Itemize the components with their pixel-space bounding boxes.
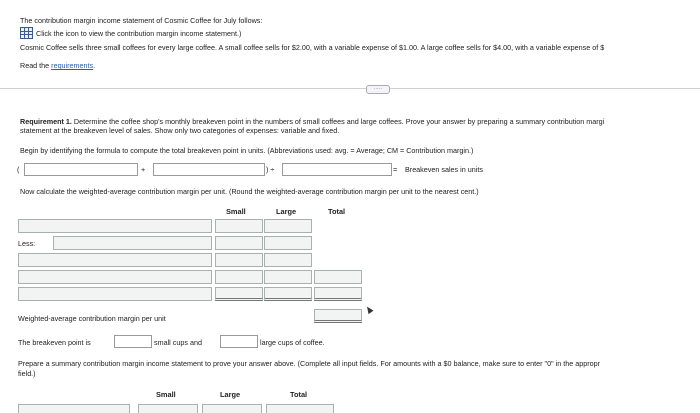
prepare-col-total: Total — [290, 390, 308, 399]
breakeven-small-input[interactable] — [114, 335, 152, 348]
formula-open-paren: ( — [17, 165, 20, 174]
mouse-pointer-icon — [365, 305, 374, 314]
formula-input-1[interactable] — [24, 163, 138, 176]
wacm-row2-label-input[interactable] — [53, 236, 212, 250]
formula-plus: + — [141, 165, 146, 174]
formula-equals: = — [393, 165, 398, 174]
prepare-col-large: Large — [220, 390, 241, 399]
breakeven-small-suffix: small cups and — [154, 338, 202, 347]
icon-instruction: Click the icon to view the contribution margin income statement.) — [36, 29, 242, 38]
wacm-col-total: Total — [328, 207, 346, 216]
wacm-weighted-total-input[interactable] — [314, 309, 362, 323]
breakeven-large-input[interactable] — [220, 335, 258, 348]
breakeven-large-suffix: large cups of coffee. — [260, 338, 325, 347]
wacm-row1-large-input[interactable] — [264, 219, 312, 233]
wacm-weighted-label: Weighted-average contribution margin per unit — [18, 314, 166, 323]
breakeven-prefix: The breakeven point is — [18, 338, 91, 347]
intro-line-1: The contribution margin income statement of Cosmic Coffee for July follows: — [20, 16, 263, 25]
wacm-col-large: Large — [276, 207, 297, 216]
read-requirements — [20, 61, 95, 70]
divider-handle[interactable]: ····· — [366, 85, 390, 94]
read-prefix: Read the — [20, 61, 52, 70]
requirement-line-1 — [20, 117, 604, 126]
wacm-row1-small-input[interactable] — [215, 219, 263, 233]
wacm-row4-large-input[interactable] — [264, 270, 312, 284]
prepare-line-1: Prepare a summary contribution margin income statement to prove your answer above. (Complete all input fields. For amounts with a $0 balance, make sure to enter "0" in the appropr — [18, 359, 600, 368]
read-suffix: . — [93, 61, 96, 70]
wacm-row2-small-input[interactable] — [215, 236, 263, 250]
requirements-link[interactable]: requirements — [51, 61, 94, 70]
formula-result-label: Breakeven sales in units — [405, 165, 483, 174]
wacm-row3-small-input[interactable] — [215, 253, 263, 267]
wacm-row4-total-input[interactable] — [314, 270, 362, 284]
wacm-less-label: Less: — [18, 239, 36, 248]
wacm-row5-total-input[interactable] — [314, 287, 362, 301]
wacm-row1-label-input[interactable] — [18, 219, 212, 233]
requirement-title: Requirement 1. — [20, 117, 72, 126]
wacm-row3-label-input[interactable] — [18, 253, 212, 267]
wacm-row4-small-input[interactable] — [215, 270, 263, 284]
formula-close-paren: ) ÷ — [266, 165, 275, 174]
requirement-text-1: Determine the coffee shop's monthly breakeven point in the numbers of small coffees and large coffees. Prove your answer by preparing a summary contribution margi — [71, 117, 605, 126]
wacm-col-small: Small — [226, 207, 246, 216]
wacm-row2-large-input[interactable] — [264, 236, 312, 250]
wacm-row5-label-input[interactable] — [18, 287, 212, 301]
requirement-line-2: statement at the breakeven level of sales. Show only two categories of expenses: variable and fixed. — [20, 126, 340, 135]
prepare-col-small: Small — [156, 390, 176, 399]
section-divider — [0, 88, 700, 89]
table-grid-icon[interactable] — [20, 27, 33, 39]
wacm-instruction: Now calculate the weighted-average contribution margin per unit. (Round the weighted-average contribution margin per unit to the nearest cent.) — [20, 187, 479, 196]
formula-instruction: Begin by identifying the formula to compute the total breakeven point in units. (Abbreviations used: avg. = Average; CM = Contribution margin.) — [20, 146, 474, 155]
prepare-line-2: field.) — [18, 369, 36, 378]
wacm-row5-small-input[interactable] — [215, 287, 263, 301]
formula-input-3[interactable] — [282, 163, 392, 176]
intro-line-3: Cosmic Coffee sells three small coffees for every large coffee. A small coffee sells for $2.00, with a variable expense of $1.00. A large coffee sells for $4.00, with a variable expense of $ — [20, 43, 605, 52]
wacm-row5-large-input[interactable] — [264, 287, 312, 301]
formula-input-2[interactable] — [153, 163, 265, 176]
wacm-row3-large-input[interactable] — [264, 253, 312, 267]
wacm-row4-label-input[interactable] — [18, 270, 212, 284]
